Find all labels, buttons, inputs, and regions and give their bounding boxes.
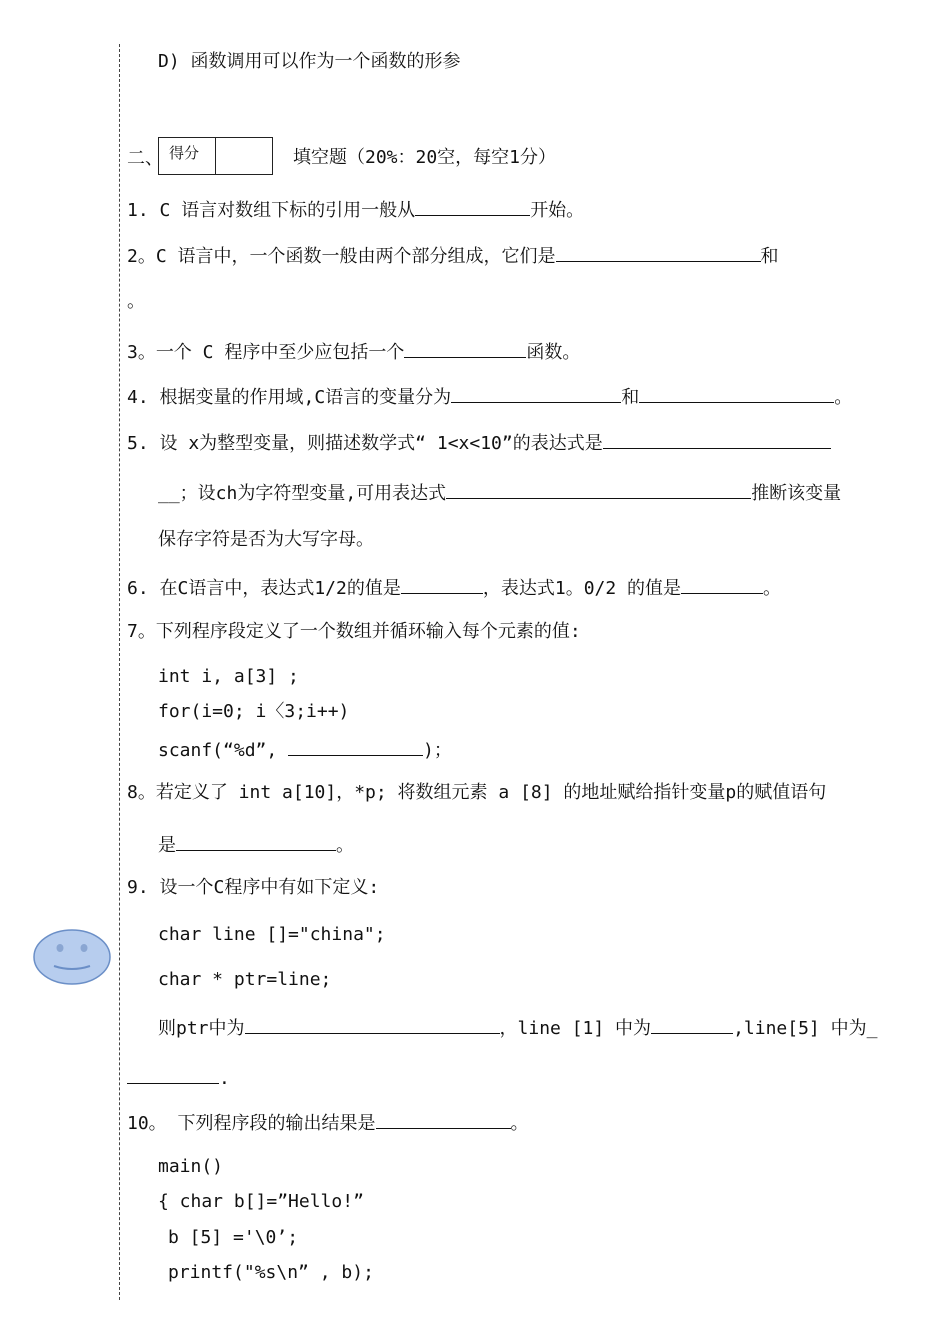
code-line: printf("%s\n” , b);: [168, 1262, 374, 1283]
answer-blank[interactable]: [556, 243, 761, 262]
score-cell: [216, 138, 272, 174]
answer-blank[interactable]: [451, 384, 621, 403]
question-8-line2: 是 。: [158, 832, 354, 857]
question-9: 9. 设一个C程序中有如下定义:: [127, 877, 380, 898]
question-7: 7。下列程序段定义了一个数组并循环输入每个元素的值:: [127, 621, 581, 642]
question-text: 1. C 语言对数组下标的引用一般从: [127, 200, 416, 221]
answer-blank[interactable]: [446, 480, 751, 499]
question-2-end: 。: [127, 291, 145, 312]
code-line: int i, a[3] ;: [158, 666, 299, 687]
answer-blank[interactable]: [651, 1015, 733, 1034]
question-6: 6. 在C语言中，表达式1/2的值是 ，表达式1。0/2 的值是 。: [127, 575, 781, 600]
code-line: { char b[]=”Hello!”: [158, 1191, 364, 1212]
answer-blank[interactable]: [681, 575, 763, 594]
question-10: 10。 下列程序段的输出结果是 。: [127, 1110, 529, 1135]
answer-blank[interactable]: [288, 737, 423, 756]
code-line: b [5] ='\0’;: [168, 1227, 299, 1248]
answer-blank[interactable]: [176, 832, 336, 851]
code-line: char line []="china";: [158, 924, 386, 945]
question-9-line4: 则ptr中为 ，line [1] 中为 ,line[5] 中为_: [158, 1015, 877, 1040]
question-5-line3: 保存字符是否为大写字母。: [158, 529, 374, 550]
score-box: [158, 137, 273, 175]
code-line: main(): [158, 1156, 224, 1177]
answer-blank[interactable]: [127, 1065, 219, 1084]
smiley-icon: [32, 928, 112, 986]
question-9-line5: .: [127, 1065, 230, 1090]
binding-margin-line: [119, 44, 120, 1300]
question-text: 3。一个 C 程序中至少应包括一个: [127, 342, 405, 363]
question-5: [127, 430, 831, 455]
answer-blank[interactable]: [404, 339, 526, 358]
answer-blank[interactable]: [415, 197, 530, 216]
question-4: 4. 根据变量的作用域,C语言的变量分为 和 。: [127, 384, 852, 409]
question-5-line2: __；设ch为字符型变量,可用表达式 推断该变量: [158, 480, 841, 505]
question-text: 5. 设 x为整型变量，则描述数学式“ 1<x<10”的表达式是: [127, 433, 603, 454]
answer-blank[interactable]: [603, 430, 831, 449]
question-2: 2。C 语言中，一个函数一般由两个部分组成，它们是 和: [127, 243, 779, 268]
code-line: scanf(“%d”, )；: [158, 737, 452, 762]
question-8: 8。若定义了 int a[10]，*p; 将数组元素 a [8] 的地址赋给指针变量p的赋值语句: [127, 782, 827, 803]
question-text: 10。 下列程序段的输出结果是: [127, 1113, 376, 1134]
question-3: 3。一个 C 程序中至少应包括一个 函数。: [127, 339, 580, 364]
answer-blank[interactable]: [245, 1015, 500, 1034]
score-label: 得分: [159, 138, 216, 174]
question-text: 2。C 语言中，一个函数一般由两个部分组成，它们是: [127, 246, 556, 267]
question-1: 1. C 语言对数组下标的引用一般从 开始。: [127, 197, 584, 222]
section-title: 填空题（20%：20空，每空1分）: [293, 147, 557, 168]
question-text: 4. 根据变量的作用域,C语言的变量分为: [127, 387, 452, 408]
question-text: 6. 在C语言中，表达式1/2的值是: [127, 578, 401, 599]
code-line: char * ptr=line;: [158, 969, 332, 990]
section-number: 二、: [127, 148, 163, 169]
answer-blank[interactable]: [401, 575, 483, 594]
answer-blank[interactable]: [376, 1110, 511, 1129]
option-d: D) 函数调用可以作为一个函数的形参: [158, 51, 461, 72]
answer-blank[interactable]: [639, 384, 834, 403]
code-line: for(i=0; i〈3;i++): [158, 701, 350, 722]
